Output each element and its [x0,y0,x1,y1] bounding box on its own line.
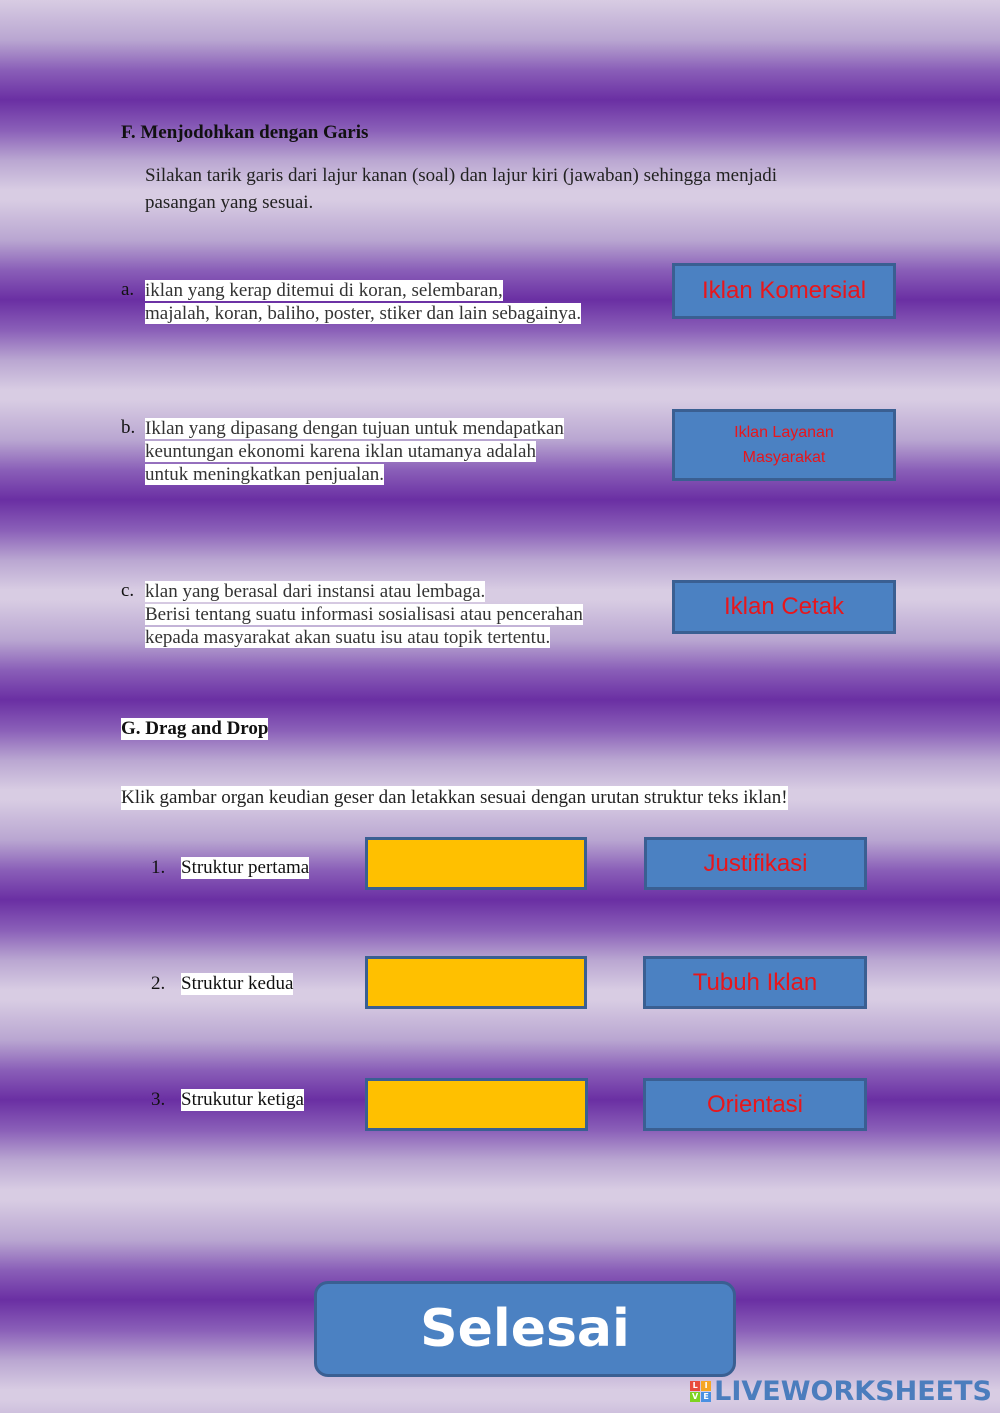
item-1-label: Struktur pertama [181,857,310,878]
draggable-tubuh-iklan[interactable] [643,956,867,1009]
answer-iklan-cetak-label: Iklan Cetak [723,593,845,620]
draggable-justifikasi-label: Justifikasi [703,849,808,877]
item-1-number: 1. [151,857,166,878]
question-a-line2: majalah, koran, baliho, poster, stiker dan lain sebagainya. [145,303,582,324]
drop-zone-3[interactable] [365,1078,588,1131]
logo-letter-e: E [701,1392,711,1402]
draggable-orientasi[interactable] [643,1078,867,1131]
question-a-line1: iklan yang kerap ditemui di koran, selembaran, [145,280,503,301]
logo-letter-v: V [692,1392,699,1401]
logo-letter-l: L [690,1381,700,1391]
question-b-letter: b. [121,417,136,438]
item-2-number: 2. [151,973,166,994]
question-b-text [145,417,564,486]
liveworksheets-brand[interactable] [690,1376,992,1407]
answer-iklan-layanan-line1: Iklan Layanan [734,424,834,441]
answer-iklan-komersial[interactable] [672,263,896,319]
question-b-line2: keuntungan ekonomi karena iklan utamanya adalah [145,441,536,462]
answer-iklan-cetak[interactable] [672,580,896,634]
question-b-line1: Iklan yang dipasang dengan tujuan untuk mendapatkan [145,418,564,439]
item-3-label: Strukutur ketiga [181,1089,304,1110]
section-g-instruction: Klik gambar organ keudian geser dan letakkan sesuai dengan urutan struktur teks iklan! [121,787,788,808]
question-b-line3: untuk meningkatkan penjualan. [145,464,385,485]
answer-iklan-layanan-line2: Masyarakat [742,449,826,466]
drop-zone-1[interactable] [365,837,587,890]
answer-iklan-komersial-label: Iklan Komersial [701,277,867,304]
question-c-line2: Berisi tentang suatu informasi sosialisasi atau pencerahan [145,604,583,625]
logo-letter-i: I [701,1381,711,1391]
question-c-letter: c. [121,580,135,601]
question-a-letter: a. [121,279,135,300]
item-2-label: Struktur kedua [181,973,294,994]
drop-zone-2[interactable] [365,956,587,1009]
question-c-line3: kepada masyarakat akan suatu isu atau topik tertentu. [145,627,551,648]
question-c-line1: klan yang berasal dari instansi atau lembaga. [145,581,486,602]
brand-text: LIVEWORKSHEETS [714,1376,992,1407]
draggable-tubuh-iklan-label: Tubuh Iklan [692,968,818,996]
draggable-orientasi-label: Orientasi [706,1090,804,1118]
section-f-instruction-line2: pasangan yang sesuai. [145,192,314,213]
liveworksheets-logo-icon [690,1381,711,1402]
section-f-title: F. Menjodohkan dengan Garis [121,122,369,143]
question-c-text [145,580,583,649]
section-f-instruction-line1: Silakan tarik garis dari lajur kanan (soal) dan lajur kiri (jawaban) sehingga menjadi [145,165,778,186]
question-a-text [145,279,581,325]
answer-iklan-layanan-masyarakat[interactable] [672,409,896,481]
draggable-justifikasi[interactable] [644,837,867,890]
section-g-title: G. Drag and Drop [121,718,269,739]
item-3-number: 3. [151,1089,166,1110]
finish-button[interactable]: Selesai [314,1281,736,1377]
